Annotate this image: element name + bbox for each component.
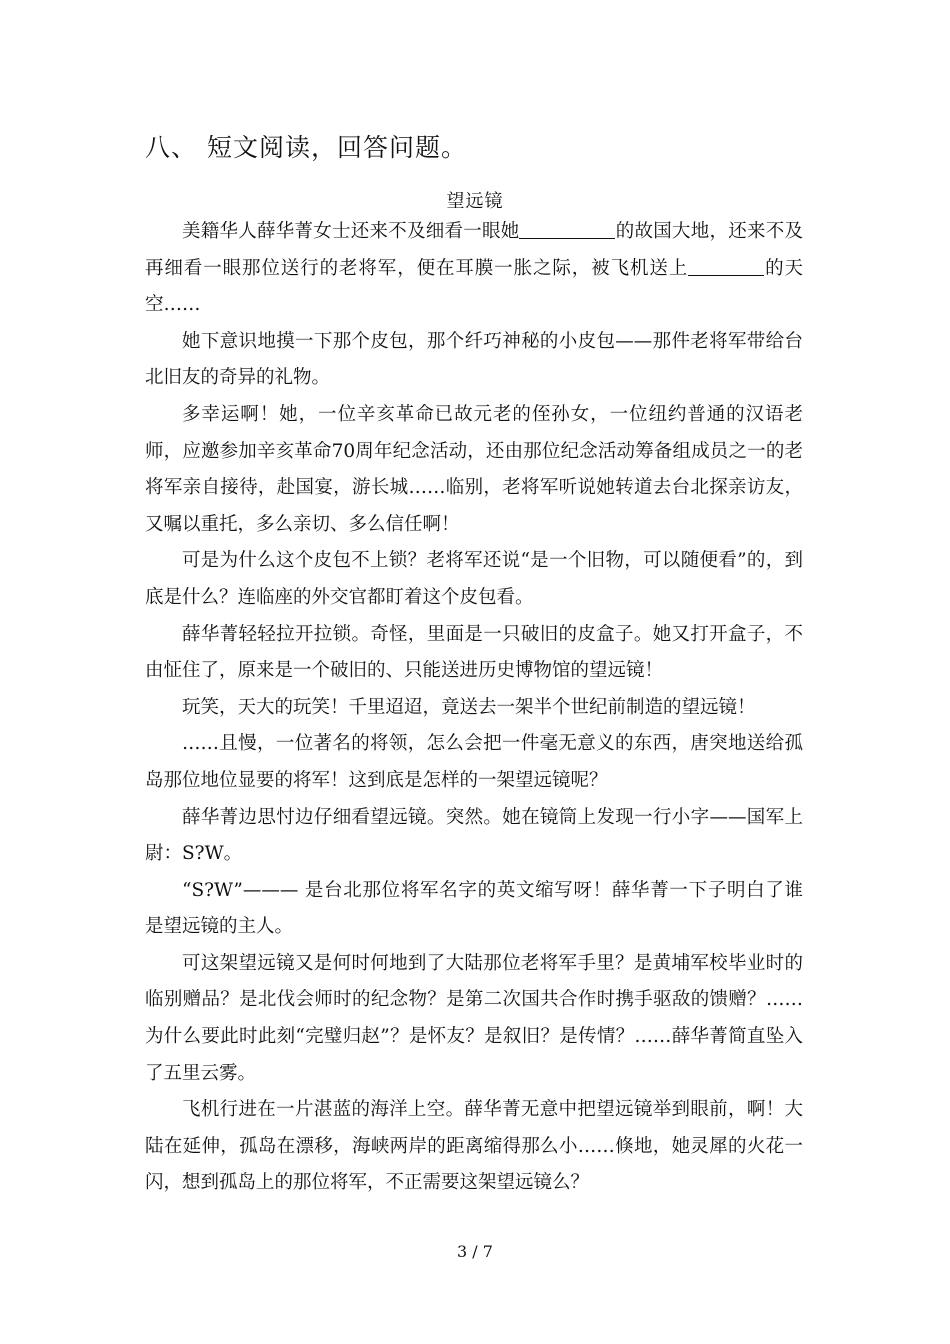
paragraph-3: 多幸运啊！她，一位辛亥革命已故元老的侄孙女，一位纽约普通的汉语老师，应邀参加辛亥革命70周年纪念活动，还由那位纪念活动筹备组成员之一的老将军亲自接待，赴国宴，游长城……临别，老将军听说她转道去台北探亲访友，又嘱以重托，多么亲切、多么信任啊！ bbox=[145, 403, 803, 535]
answer-blank-2[interactable] bbox=[688, 255, 764, 276]
answer-blank-1[interactable] bbox=[519, 218, 615, 239]
paragraph-1 bbox=[145, 214, 803, 324]
section-title: 短文阅读，回答问题。 bbox=[207, 133, 468, 162]
paragraph-10: 可这架望远镜又是何时何地到了大陆那位老将军手里？是黄埔军校毕业时的临别赠品？是北伐会师时的纪念物？是第二次国共合作时携手驱敌的馈赠？……为什么要此时此刻“完璧归赵”？是怀友？是叙旧？是传情？……薛华菁简直坠入了五里云雾。 bbox=[145, 952, 803, 1084]
paragraph-9: “S?W”——— 是台北那位将军名字的英文缩写呀！薛华菁一下子明白了谁是望远镜的主人。 bbox=[145, 879, 803, 938]
paragraph-11: 飞机行进在一片湛蓝的海洋上空。薛华菁无意中把望远镜举到眼前，啊！大陆在延伸，孤岛在漂移，海峡两岸的距离缩得那么小……倏地，她灵犀的火花一闪，想到孤岛上的那位将军，不正需要这架望远镜么？ bbox=[145, 1099, 803, 1194]
article-body bbox=[145, 214, 803, 1202]
paragraph-8: 薛华菁边思忖边仔细看望远镜。突然。她在镜筒上发现一行小字——国军上尉：S?W。 bbox=[145, 806, 803, 865]
section-number: 八、 bbox=[145, 133, 198, 162]
paragraph-2: 她下意识地摸一下那个皮包，那个纤巧神秘的小皮包——那件老将军带给台北旧友的奇异的礼物。 bbox=[145, 330, 803, 389]
page-number: 3 / 7 bbox=[457, 1242, 493, 1261]
section-heading bbox=[145, 128, 467, 164]
paragraph-6: 玩笑，天大的玩笑！千里迢迢，竟送去一架半个世纪前制造的望远镜！ bbox=[182, 696, 756, 718]
article-title: 望远镜 bbox=[446, 191, 504, 212]
paragraph-4: 可是为什么这个皮包不上锁？老将军还说“是一个旧物，可以随便看”的，到底是什么？连临座的外交官都盯着这个皮包看。 bbox=[145, 550, 803, 608]
paragraph-1-part-b: 的故国大地，还来不及再细看一眼那位送行的老将军，便在耳膜一胀之际，被飞机送上 bbox=[145, 221, 803, 279]
paragraph-5: 薛华菁轻轻拉开拉锁。奇怪，里面是一只破旧的皮盒子。她又打开盒子，不由怔住了，原来是一个破旧的、只能送进历史博物馆的望远镜！ bbox=[145, 623, 803, 682]
paragraph-1-part-a: 美籍华人薛华菁女士还来不及细看一眼她 bbox=[182, 221, 520, 242]
paragraph-7: ……且慢，一位著名的将领，怎么会把一件毫无意义的东西，唐突地送给孤岛那位地位显要的将军！这到底是怎样的一架望远镜呢？ bbox=[145, 733, 803, 791]
paragraph-1-part-c: 的天空…… bbox=[145, 257, 803, 316]
